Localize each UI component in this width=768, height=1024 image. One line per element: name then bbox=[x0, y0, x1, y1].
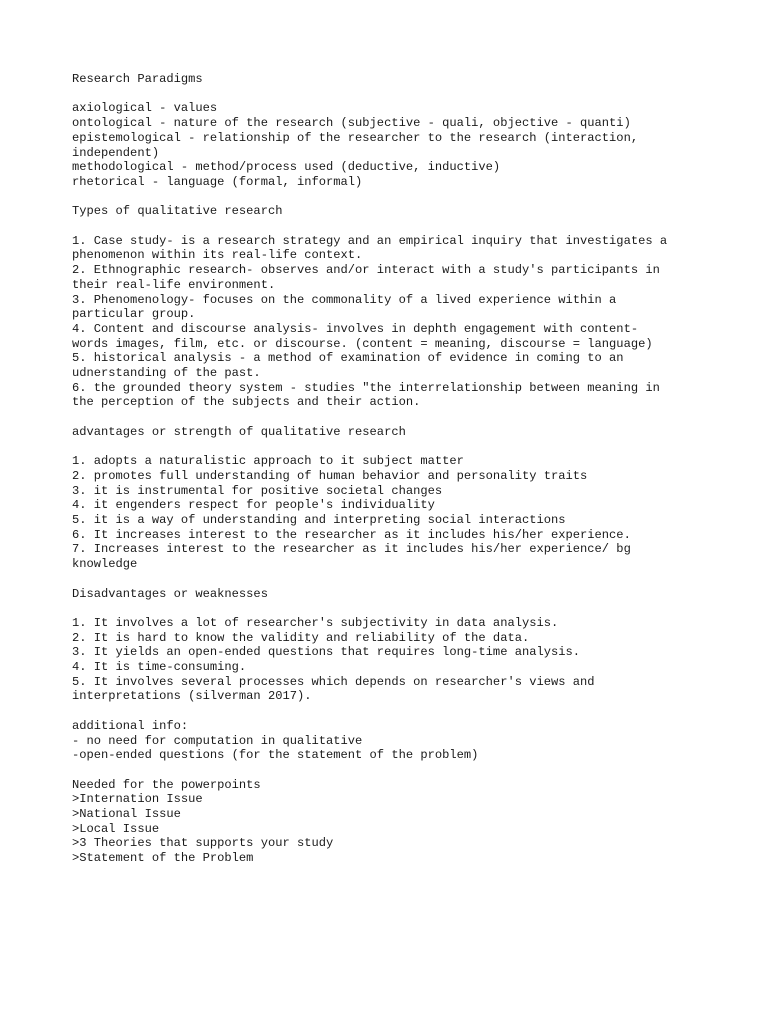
paradigm-epistemological-cont: independent) bbox=[72, 145, 160, 160]
list-line: 5. It involves several processes which depends on researcher's views and bbox=[72, 674, 595, 689]
paradigm-ontological: ontological - nature of the research (subjective - quali, objective - quanti) bbox=[72, 116, 631, 131]
blank-line bbox=[72, 763, 732, 778]
section-additional-info bbox=[72, 719, 732, 763]
blank-line bbox=[72, 190, 732, 205]
heading-research-paradigms: Research Paradigms bbox=[72, 72, 203, 86]
section-disadvantages-list bbox=[72, 616, 732, 704]
list-line: knowledge bbox=[72, 557, 138, 572]
section-paradigms-list bbox=[72, 101, 732, 189]
blank-line bbox=[72, 440, 732, 455]
list-line: 1. adopts a naturalistic approach to it subject matter bbox=[72, 454, 464, 469]
list-line: >National Issue bbox=[72, 807, 181, 822]
list-line: interpretations (silverman 2017). bbox=[72, 689, 312, 704]
list-line: words images, film, etc. or discourse. (content = meaning, discourse = language) bbox=[72, 336, 653, 351]
blank-line bbox=[72, 601, 732, 616]
list-line: 3. it is instrumental for positive societal changes bbox=[72, 483, 443, 498]
section-advantages-title bbox=[72, 425, 732, 440]
list-line: 3. Phenomenology- focuses on the commonality of a lived experience within a bbox=[72, 292, 617, 307]
list-line: 7. Increases interest to the researcher as it includes his/her experience/ bg bbox=[72, 542, 631, 557]
heading-advantages: advantages or strength of qualitative research bbox=[72, 424, 406, 439]
heading-additional-info: additional info: bbox=[72, 718, 189, 733]
list-line: -open-ended questions (for the statement of the problem) bbox=[72, 748, 479, 763]
list-line: 1. It involves a lot of researcher's subjectivity in data analysis. bbox=[72, 615, 559, 630]
section-disadvantages-title bbox=[72, 587, 732, 602]
list-line: 6. the grounded theory system - studies "the interrelationship between meaning in bbox=[72, 380, 660, 395]
heading-powerpoints: Needed for the powerpoints bbox=[72, 777, 261, 792]
list-line: 2. Ethnographic research- observes and/or interact with a study's participants in bbox=[72, 263, 660, 278]
list-line: 5. it is a way of understanding and interpreting social interactions bbox=[72, 513, 566, 528]
list-line: particular group. bbox=[72, 307, 196, 322]
list-line: >3 Theories that supports your study bbox=[72, 836, 334, 851]
blank-line bbox=[72, 87, 732, 102]
list-line: 5. historical analysis - a method of examination of evidence in coming to an bbox=[72, 351, 624, 366]
list-line: 4. Content and discourse analysis- involves in dephth engagement with content- bbox=[72, 321, 639, 336]
list-line: >Internation Issue bbox=[72, 792, 203, 807]
list-line: phenomenon within its real-life context. bbox=[72, 248, 363, 263]
paradigm-axiological: axiological - values bbox=[72, 101, 218, 116]
list-line: udnerstanding of the past. bbox=[72, 366, 261, 381]
document-page bbox=[72, 72, 732, 866]
blank-line bbox=[72, 410, 732, 425]
list-line: - no need for computation in qualitative bbox=[72, 733, 363, 748]
list-line: their real-life environment. bbox=[72, 277, 276, 292]
list-line: 4. It is time-consuming. bbox=[72, 660, 247, 675]
blank-line bbox=[72, 704, 732, 719]
blank-line bbox=[72, 572, 732, 587]
list-line: 1. Case study- is a research strategy and an empirical inquiry that investigates a bbox=[72, 233, 668, 248]
paradigm-epistemological: epistemological - relationship of the researcher to the research (interaction, bbox=[72, 130, 639, 145]
section-types-list bbox=[72, 234, 732, 410]
list-line: 4. it engenders respect for people's individuality bbox=[72, 498, 435, 513]
blank-line bbox=[72, 219, 732, 234]
paradigm-methodological: methodological - method/process used (deductive, inductive) bbox=[72, 160, 501, 175]
list-line: >Local Issue bbox=[72, 821, 160, 836]
paradigm-rhetorical: rhetorical - language (formal, informal) bbox=[72, 174, 363, 189]
list-line: 6. It increases interest to the researcher as it includes his/her experience. bbox=[72, 527, 631, 542]
section-paradigms-title bbox=[72, 72, 732, 87]
list-line: 3. It yields an open-ended questions that requires long-time analysis. bbox=[72, 645, 581, 660]
section-types-title bbox=[72, 204, 732, 219]
list-line: 2. promotes full understanding of human behavior and personality traits bbox=[72, 468, 588, 483]
section-powerpoints bbox=[72, 778, 732, 866]
list-line: >Statement of the Problem bbox=[72, 851, 254, 866]
heading-types-qualitative: Types of qualitative research bbox=[72, 204, 283, 219]
section-advantages-list bbox=[72, 454, 732, 572]
list-line: the perception of the subjects and their action. bbox=[72, 395, 421, 410]
list-line: 2. It is hard to know the validity and reliability of the data. bbox=[72, 630, 530, 645]
heading-disadvantages: Disadvantages or weaknesses bbox=[72, 586, 268, 601]
